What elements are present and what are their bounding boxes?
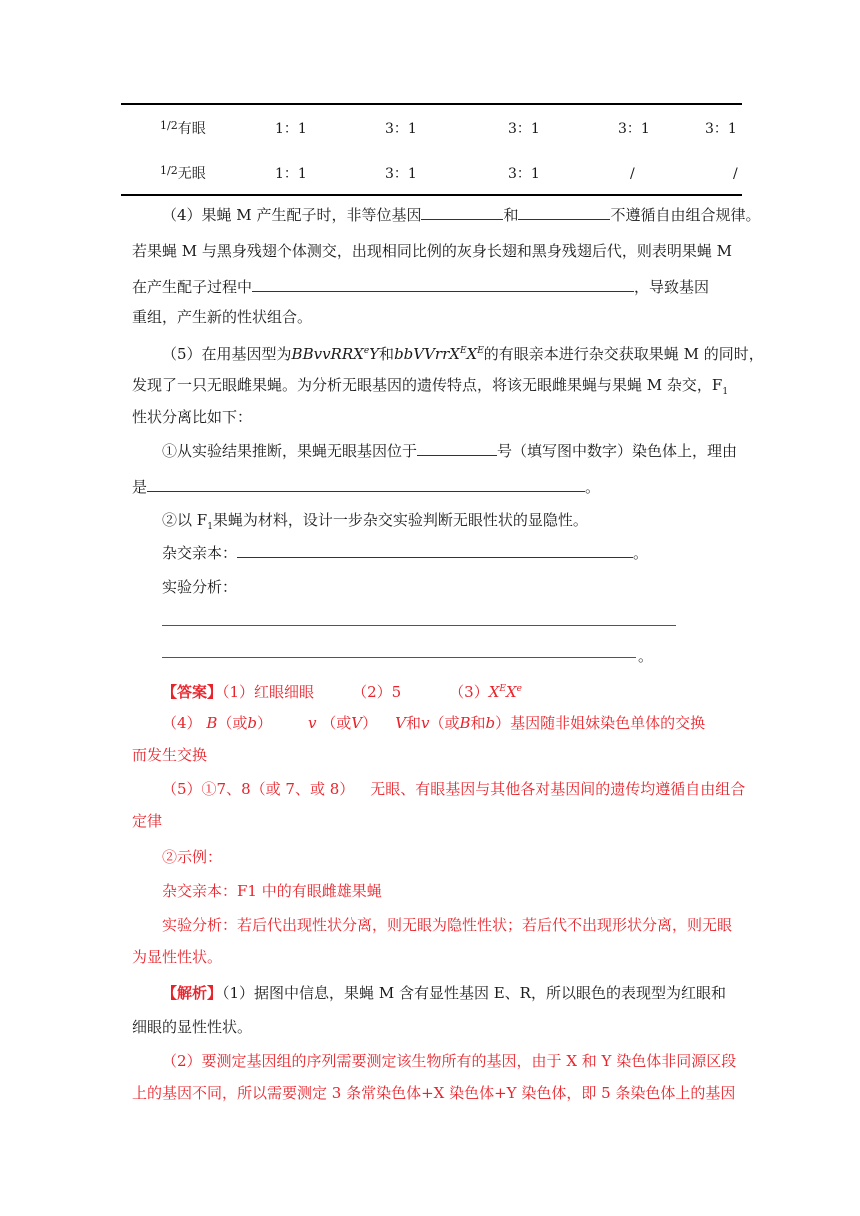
answer-line-1: 【答案】（1）红眼细眼 （2）5 $(3)X^EXe$ [162, 683, 522, 701]
table-cell: 3：1 [385, 166, 417, 182]
q4-line-2: 若果蝇 M 与黑身残翅个体测交，出现相同比例的灰身长翅和黑身残翅后代，则表明果蝇 M [132, 242, 733, 260]
q4-text: 不遵循自由组合规律。 [610, 206, 761, 224]
q5-text: （5）在用基因型为 [162, 345, 292, 363]
q5-text: 的有眼亲本进行杂交获取果蝇 M 的同时， [483, 345, 764, 363]
table-cell: / [733, 166, 738, 182]
row-label-text: 有眼 [177, 121, 206, 137]
table-cell: 1：1 [275, 166, 307, 182]
table-cell: 3：1 [508, 166, 540, 182]
q4-line-4: 重组，产生新的性状组合。 [132, 308, 313, 326]
answer-example: ②示例： [162, 848, 223, 866]
blank [252, 277, 634, 292]
q4-text: ，导致基因 [634, 278, 710, 296]
table-cell: / [630, 166, 635, 182]
analysis-line-2: 细眼的显性性状。 [132, 1018, 253, 1036]
q4-line-1 [162, 205, 761, 225]
row-label-text: 无眼 [177, 166, 206, 182]
table-cell: 1：1 [275, 121, 307, 137]
table-row-label-2 [160, 165, 206, 184]
q4-text: 在产生配子过程中 [132, 278, 253, 296]
blank [147, 477, 585, 492]
q5-analysis-label: 实验分析： [162, 578, 238, 596]
table-cell: 3：1 [508, 121, 540, 137]
genotype-2: $bbVVrrX^EX^E$ [394, 345, 484, 363]
table-cell: 3：1 [618, 121, 650, 137]
q5-line-1 [162, 341, 764, 364]
q5-line-3: 性状分离比如下： [132, 408, 253, 426]
q5-sub1-line-2: 是 。 [132, 478, 601, 496]
answer-line [162, 657, 636, 658]
table-bottom-rule [121, 194, 742, 196]
q5-sub2: ②以 $F_1$果蝇为材料，设计一步杂交实验判断无眼性状的显隐性。 [162, 511, 588, 532]
answer-line-2: （4） B（或b） v （或V） V和v（或B和b）基因随非姐妹染色单体的交换 [162, 714, 706, 732]
answer-parents: 杂交亲本：F1 中的有眼雌雄果蝇 [162, 882, 382, 900]
answer-line-4: （5）①7、8（或 7、或 8） 无眼、有眼基因与其他各对基因间的遗传均遵循自由组合 [162, 780, 746, 798]
fraction-2: 1/2 [160, 164, 178, 177]
blank [417, 441, 497, 456]
analysis-tag: 【解析】 [162, 984, 223, 1002]
analysis-line-4: 上的基因不同，所以需要测定 3 条常染色体+X 染色体+Y 染色体，即 5 条染色体上的基因 [132, 1084, 736, 1102]
analysis-line-3: （2）要测定基因组的序列需要测定该生物所有的基因，由于 X 和 Y 染色体非同源区段 [162, 1052, 737, 1070]
genotype-1: BBvvRRX$^e$Y [291, 345, 380, 363]
answer-tag: 【答案】 [162, 683, 223, 701]
q4-text: （4）果蝇 M 产生配子时，非等位基因 [162, 206, 422, 224]
table-top-rule [121, 103, 742, 105]
blank [518, 205, 610, 220]
answer-analysis-1: 实验分析：若后代出现性状分离，则无眼为隐性性状；若后代不出现形状分离，则无眼 [162, 916, 733, 934]
blank [237, 543, 633, 558]
analysis-line-1: 【解析】（1）据图中信息，果蝇 M 含有显性基因 E、R，所以眼色的表现型为红眼和 [162, 984, 726, 1002]
q5-text: 和 [379, 345, 395, 363]
blank [421, 205, 503, 220]
fraction-1: 1/2 [160, 119, 178, 132]
q4-text: 和 [503, 206, 519, 224]
q5-analysis-end: 。 [638, 647, 654, 665]
answer-line-3: 而发生交换 [132, 746, 208, 764]
q5-parents: 杂交亲本： 。 [162, 544, 649, 562]
q4-line-3 [132, 277, 732, 297]
table-row-label-1 [160, 120, 206, 139]
answer-analysis-2: 为显性性状。 [132, 948, 223, 966]
answer-line [162, 625, 676, 626]
table-cell: 3：1 [385, 121, 417, 137]
table-cell: 3：1 [705, 121, 737, 137]
q5-sub1-line-1: ①从实验结果推断，果蝇无眼基因位于 号（填写图中数字）染色体上，理由 [162, 442, 738, 460]
answer-line-5: 定律 [132, 812, 163, 830]
q5-line-2: 发现了一只无眼雌果蝇。为分析无眼基因的遗传特点，将该无眼雌果蝇与果蝇 M 杂交，$F_1$ [132, 376, 729, 397]
